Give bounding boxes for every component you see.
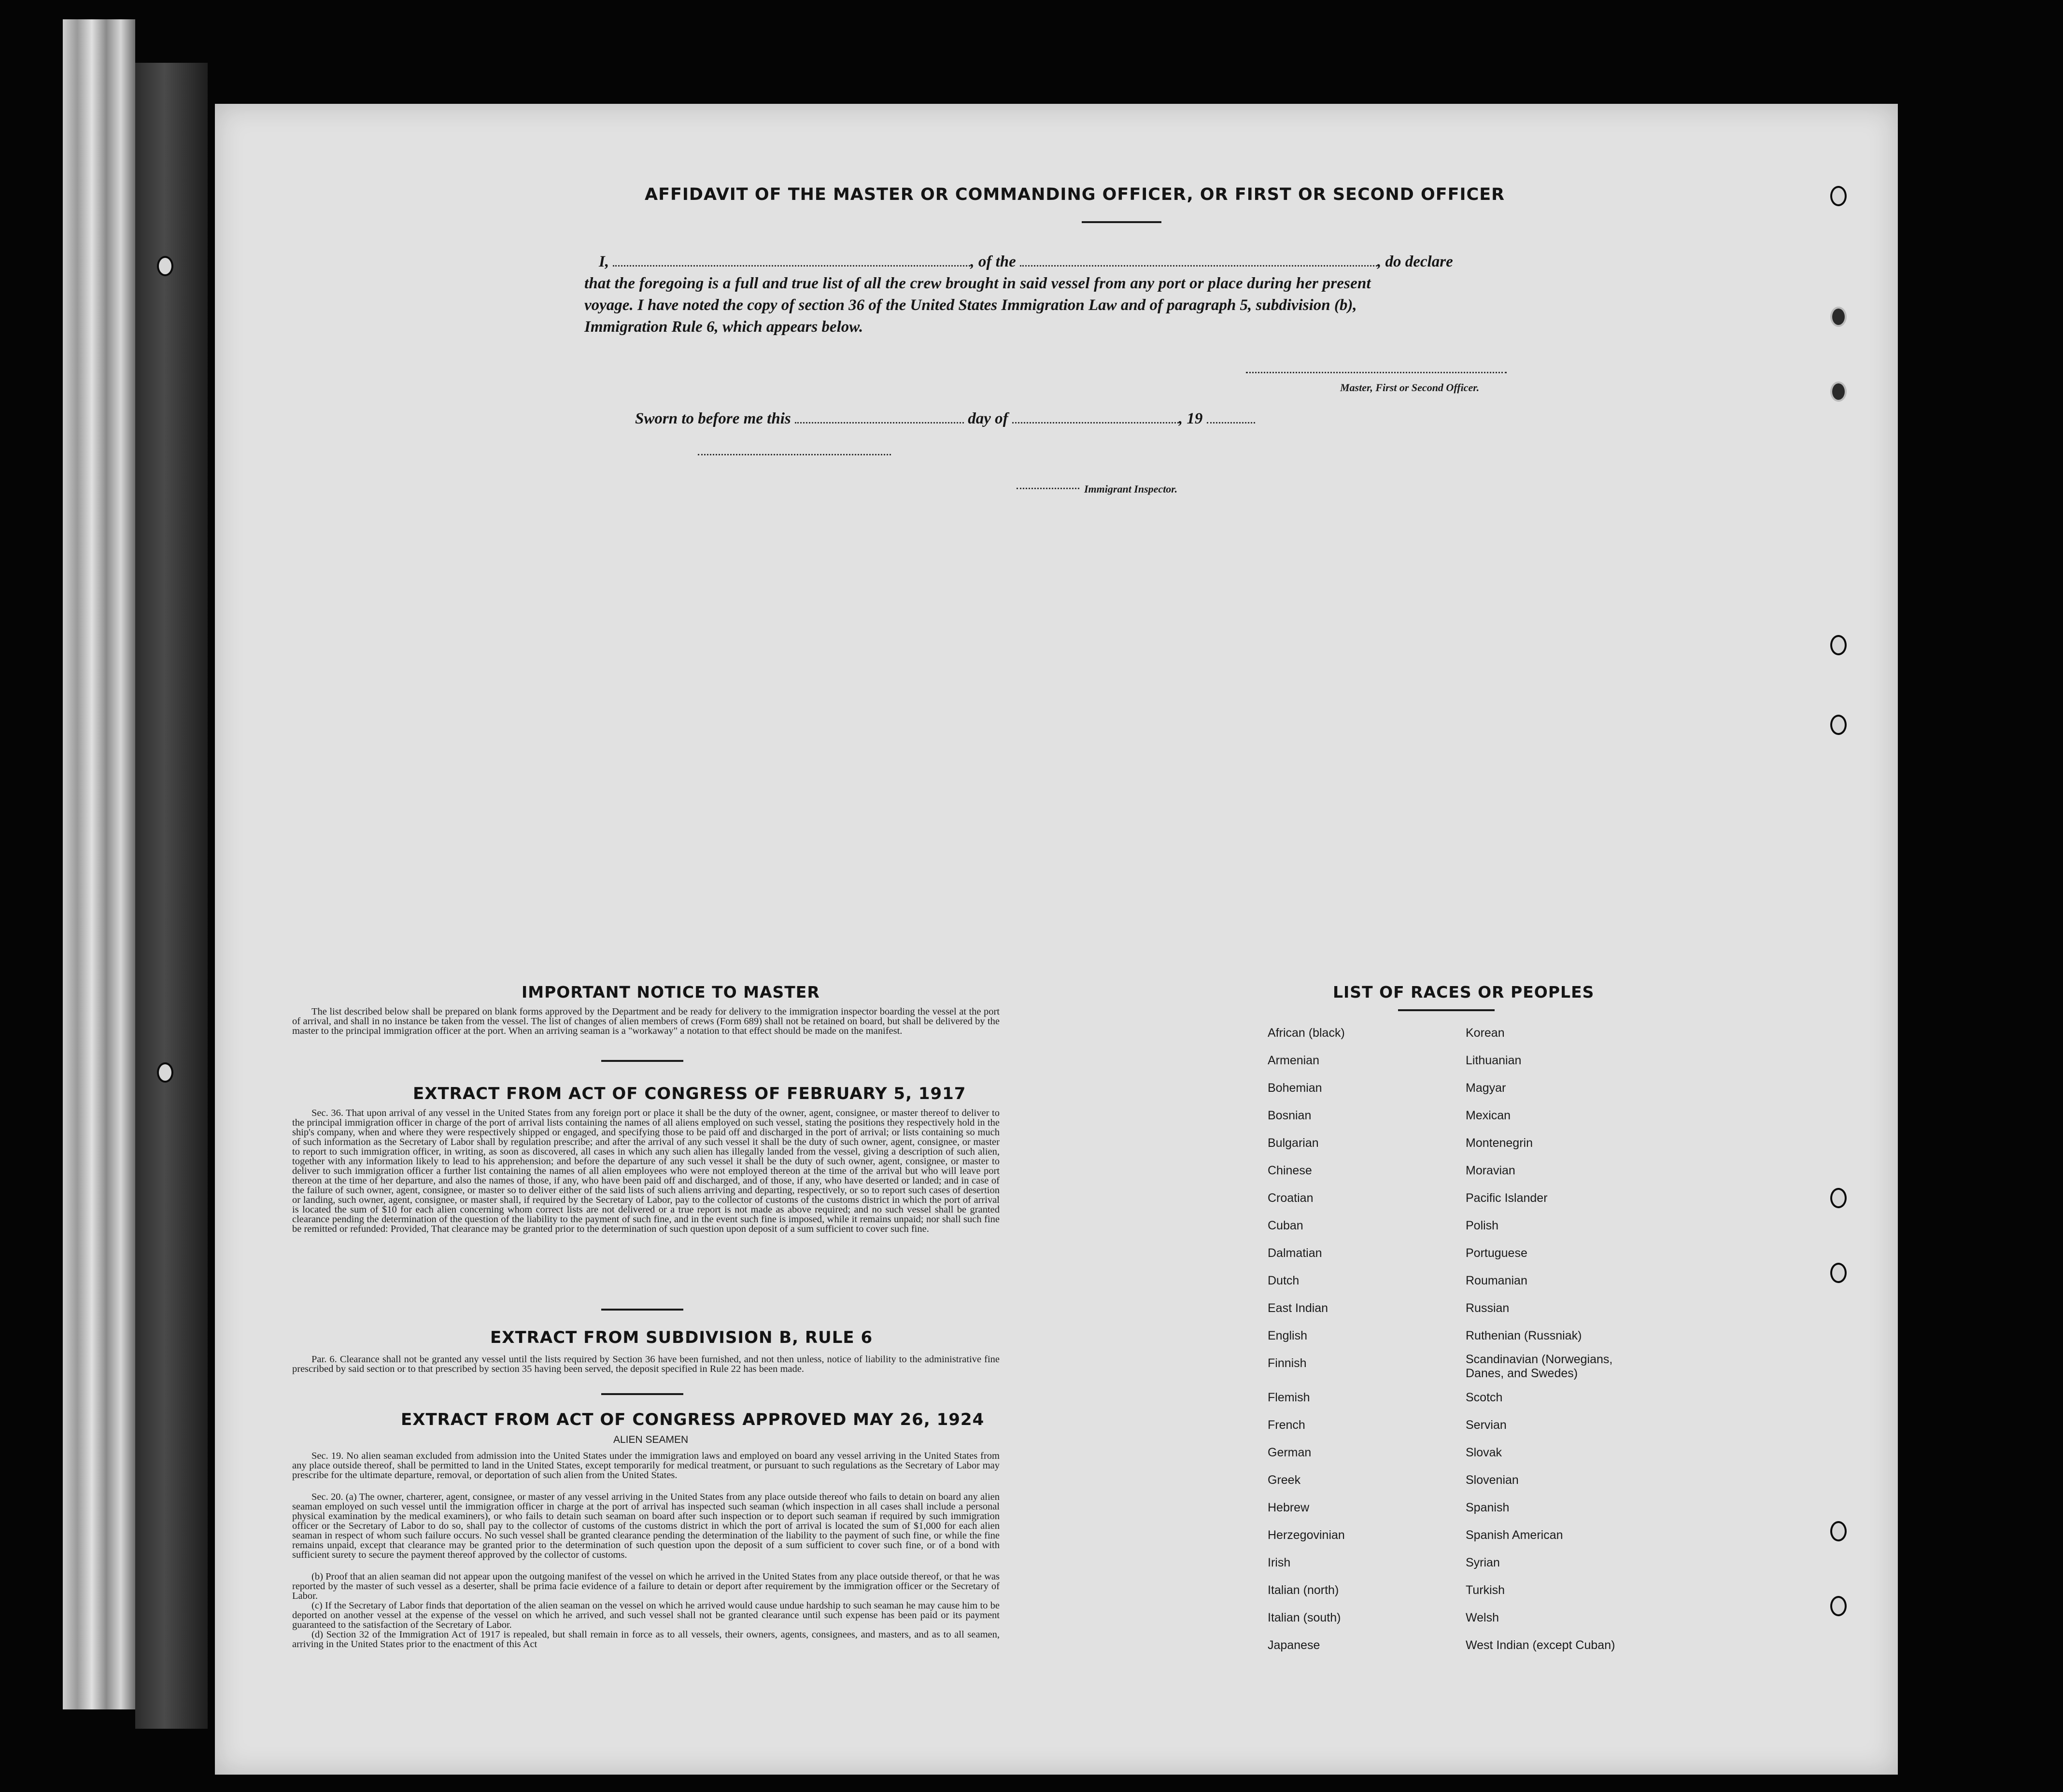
extract-1917-body: Sec. 36. That upon arrival of any vessel in the United States from any foreign port or place it shall be the duty of the owner, agent, consignee, or master thereof to deliver to the principal immigration officer in charge of the port of arrival lists containing the names of all aliens employed on such vessel, stating the positions they respectively hold in the ship's company, when and where they were respectively shipped or engaged, and specifying those to be paid off and discharged in the port of arrival; or lists containing so much of such information as the Secretary of Labor shall by regulation prescribe; and after the arrival of any such vessel it shall be the duty of such owner, agent, consignee, or master to report to such immigration officer, in writing, as soon as discovered, all cases in which any such alien has illegally landed from the vessel, giving a description of such alien, together with any information likely to lead to his apprehension; and before the departure of any such vessel it shall be the duty of such owner, agent, consignee, or master to deliver to such immigration officer a further list containing the names of all alien employees who were not employed thereon at the time of the arrival but who will leave port thereon at the time of her departure, and also the names of those, if any, who have been paid off and discharged, and of those, if any, who have deserted or landed; and in case of the failure of such owner, agent, consignee, or master so to deliver either of the said lists of such aliens arriving and departing, respectively, or so to report such cases of desertion or landing, such owner, agent, consignee, or master shall, if required by the Secretary of Labor, pay to the collector of customs of the customs district in which the port of arrival is located the sum of $10 for each alien concerning whom correct lists are not delivered or a true report is not made as above required; and no such vessel shall be granted clearance pending the determination of the question of the liability to the payment of such fine, and in the event such fine is imposed, while it remains unpaid; nor shall such fine be remitted or refunded: Provided, That clearance may be granted prior to the determination of such question upon deposit of a sum sufficient to cover such fine. xyxy=(292,1108,1000,1234)
race-right-continuation: Danes, and Swedes) xyxy=(1466,1367,1578,1380)
punch-hole xyxy=(1830,715,1847,735)
master-signature-line[interactable] xyxy=(1246,372,1507,373)
race-right-item: Welsh xyxy=(1466,1611,1499,1624)
race-right-item: Korean xyxy=(1466,1026,1505,1040)
extract-1924-sec20b: (b) Proof that an alien seaman did not appear upon the outgoing manifest of the vessel on which he arrived in the United States from any place outside thereof, or that he was reported by the master of such vessel as a deserter, shall be prima facie evidence of a failure to detain or deport after requirement by the immigration officer or the Secretary of Labor. xyxy=(292,1571,1000,1601)
race-left-item: Hebrew xyxy=(1268,1501,1310,1514)
race-right-item: Scotch xyxy=(1466,1391,1503,1404)
race-left-item: Finnish xyxy=(1268,1356,1307,1370)
race-left-item: East Indian xyxy=(1268,1301,1328,1315)
punch-hole xyxy=(1830,1188,1847,1208)
subdivision-b-title: EXTRACT FROM SUBDIVISION B, RULE 6 xyxy=(490,1328,873,1347)
extract-1924-sec20c: (c) If the Secretary of Labor finds that deportation of the alien seaman on the vessel on which he arrived would cause undue hardship to such seaman he may cause him to be deported on another vessel at the expense of the vessel on which he arrived, and such vessel shall not be granted clearance until such expense has been paid or its payment guaranteed to the satisfaction of the Secretary of Labor. xyxy=(292,1600,1000,1630)
notice-body: The list described below shall be prepared on blank forms approved by the Department and be ready for delivery to the immigration inspector boarding the vessel at the port of arrival, and shall in no instance be taken from the vessel. The list of changes of alien members of crews (Form 689) shall not be retained on board, but shall be delivered by the master to the principal immigration officer at the port. When an arriving seaman is a "workaway" a notation to that effect should be made on the manifest. xyxy=(292,1006,1000,1036)
race-right-item: Polish xyxy=(1466,1219,1499,1232)
race-left-item: Italian (south) xyxy=(1268,1611,1341,1624)
scan-page-edge xyxy=(63,19,135,1709)
extract-1924-title: EXTRACT FROM ACT OF CONGRESS APPROVED MAY 26, 1924 xyxy=(401,1410,985,1429)
race-right-item: Pacific Islander xyxy=(1466,1191,1548,1205)
extract-1917-title: EXTRACT FROM ACT OF CONGRESS OF FEBRUARY 5, 1917 xyxy=(413,1084,966,1103)
race-left-item: Japanese xyxy=(1268,1638,1320,1652)
sworn-year-blank[interactable] xyxy=(1207,410,1255,423)
race-left-item: Flemish xyxy=(1268,1391,1310,1404)
sworn-year-label: , 19 xyxy=(1178,410,1203,427)
punch-hole xyxy=(1830,1596,1847,1616)
race-left-item: Dalmatian xyxy=(1268,1246,1322,1260)
race-left-item: Croatian xyxy=(1268,1191,1314,1205)
race-left-item: French xyxy=(1268,1418,1305,1432)
race-right-item: Spanish xyxy=(1466,1501,1510,1514)
affidavit-i: I, xyxy=(599,253,609,270)
race-right-item: Ruthenian (Russniak) xyxy=(1466,1329,1582,1342)
race-right-item: Moravian xyxy=(1466,1164,1515,1177)
race-right-item: Servian xyxy=(1466,1418,1507,1432)
notice-title: IMPORTANT NOTICE TO MASTER xyxy=(522,983,820,1002)
punch-hole xyxy=(1830,186,1847,206)
race-right-item: Scandinavian (Norwegians, xyxy=(1466,1353,1613,1366)
punch-hole xyxy=(1830,635,1847,655)
race-left-item: Herzegovinian xyxy=(1268,1528,1345,1542)
race-right-item: Slovak xyxy=(1466,1446,1502,1459)
affidavit-line-2: that the foregoing is a full and true list of all the crew brought in said vessel from any port or place during her present xyxy=(584,275,1371,292)
inspector-caption-line xyxy=(1017,488,1079,489)
sworn-prefix: Sworn to before me this xyxy=(635,410,791,427)
section-rule xyxy=(601,1060,683,1062)
vessel-blank[interactable] xyxy=(1020,254,1377,267)
races-rule xyxy=(1398,1009,1495,1011)
race-left-item: Cuban xyxy=(1268,1219,1303,1232)
extract-1924-sec20d: (d) Section 32 of the Immigration Act of 1917 is repealed, but shall remain in force as to all vessels, their owners, agents, consignees, and masters, and as to all seamen, arriving in the United States prior to the enactment of this Act xyxy=(292,1629,1000,1650)
race-left-item: German xyxy=(1268,1446,1312,1459)
master-caption: Master, First or Second Officer. xyxy=(1340,381,1480,394)
race-right-item: Magyar xyxy=(1466,1081,1506,1095)
punch-hole xyxy=(1830,307,1847,327)
race-right-item: Roumanian xyxy=(1466,1274,1527,1287)
race-right-item: Spanish American xyxy=(1466,1528,1563,1542)
inspector-signature-line[interactable] xyxy=(698,454,891,455)
extract-1924-sec20a: Sec. 20. (a) The owner, charterer, agent, consignee, or master of any vessel arriving in the United States from any place outside thereof who fails to detain on board any alien seaman employed on such vessel until the immigration officer in charge at the port of arrival has inspected such seaman (which inspection in all cases shall include a personal physical examination by the medical examiners), or who fails to detain such seaman on board after such inspection or to deport such seaman if required by such immigration officer or the Secretary of Labor to do so, shall pay to the collector of customs of the customs district in which the port of arrival is located the sum of $1,000 for each alien seaman in respect of whom such failure occurs. No such vessel shall be granted clearance pending the determination of the liability to the payment of such fine, or while the fine remains unpaid, except that clearance may be granted prior to the determination of such question upon the deposit of a sum sufficient to cover such fine, or of a bond with sufficient surety to secure the payment thereof approved by the collector of customs. xyxy=(292,1492,1000,1560)
extract-1924-subtitle: ALIEN SEAMEN xyxy=(613,1434,689,1445)
races-title: LIST OF RACES OR PEOPLES xyxy=(1333,983,1595,1002)
race-right-item: Syrian xyxy=(1466,1556,1500,1569)
name-blank[interactable] xyxy=(613,254,970,267)
extract-1924-sec19: Sec. 19. No alien seaman excluded from admission into the United States under the immigration laws and employed on board any vessel arriving in the United States from any place outside thereof, shall be permitted to land in the United States, except temporarily for medical treatment, or pursuant to such regulations as the Secretary of Labor may prescribe for the ultimate departure, removal, or deportation of such alien from the United States. xyxy=(292,1451,1000,1481)
affidavit-of: , of the xyxy=(970,253,1016,270)
title-rule xyxy=(1082,221,1161,223)
section-rule xyxy=(601,1393,683,1395)
race-right-item: Montenegrin xyxy=(1466,1136,1533,1150)
affidavit-declare: , do declare xyxy=(1377,253,1453,270)
race-left-item: Chinese xyxy=(1268,1164,1312,1177)
binding-hole xyxy=(157,1062,173,1083)
race-right-item: Turkish xyxy=(1466,1583,1505,1597)
race-left-item: Italian (north) xyxy=(1268,1583,1339,1597)
race-right-item: Slovenian xyxy=(1466,1473,1519,1487)
race-left-item: Greek xyxy=(1268,1473,1301,1487)
race-right-item: Russian xyxy=(1466,1301,1510,1315)
sworn-month-blank[interactable] xyxy=(1012,410,1179,423)
document-page xyxy=(215,104,1898,1775)
race-left-item: Dutch xyxy=(1268,1274,1300,1287)
section-rule xyxy=(601,1309,683,1311)
affidavit-line-3: voyage. I have noted the copy of section 36 of the United States Immigration Law and of paragraph 5, subdivision (b), xyxy=(584,296,1357,314)
race-left-item: English xyxy=(1268,1329,1307,1342)
punch-hole xyxy=(1830,381,1847,402)
affidavit-title: AFFIDAVIT OF THE MASTER OR COMMANDING OFFICER, OR FIRST OR SECOND OFFICER xyxy=(645,185,1505,204)
punch-hole xyxy=(1830,1263,1847,1283)
sworn-line xyxy=(635,408,1255,429)
race-left-item: Irish xyxy=(1268,1556,1291,1569)
affidavit-line-1 xyxy=(599,251,1453,272)
race-left-item: Bosnian xyxy=(1268,1109,1312,1122)
punch-hole xyxy=(1830,1521,1847,1541)
race-right-item: Portuguese xyxy=(1466,1246,1527,1260)
race-right-item: West Indian (except Cuban) xyxy=(1466,1638,1615,1652)
race-right-item: Mexican xyxy=(1466,1109,1511,1122)
scan-binding xyxy=(135,63,208,1729)
race-left-item: African (black) xyxy=(1268,1026,1345,1040)
inspector-caption: Immigrant Inspector. xyxy=(1084,483,1178,495)
race-left-item: Bohemian xyxy=(1268,1081,1322,1095)
sworn-day-label: day of xyxy=(968,410,1008,427)
affidavit-line-4: Immigration Rule 6, which appears below. xyxy=(584,318,863,336)
sworn-day-blank[interactable] xyxy=(795,410,964,423)
race-right-item: Lithuanian xyxy=(1466,1054,1522,1067)
race-left-item: Bulgarian xyxy=(1268,1136,1319,1150)
subdivision-b-body: Par. 6. Clearance shall not be granted any vessel until the lists required by Section 36 have been furnished, and not then unless, notice of liability to the administrative fine prescribed by said section or to that prescribed by section 35 having been served, the deposit specified in Rule 22 has been made. xyxy=(292,1354,1000,1374)
race-left-item: Armenian xyxy=(1268,1054,1319,1067)
binding-hole xyxy=(157,256,173,276)
